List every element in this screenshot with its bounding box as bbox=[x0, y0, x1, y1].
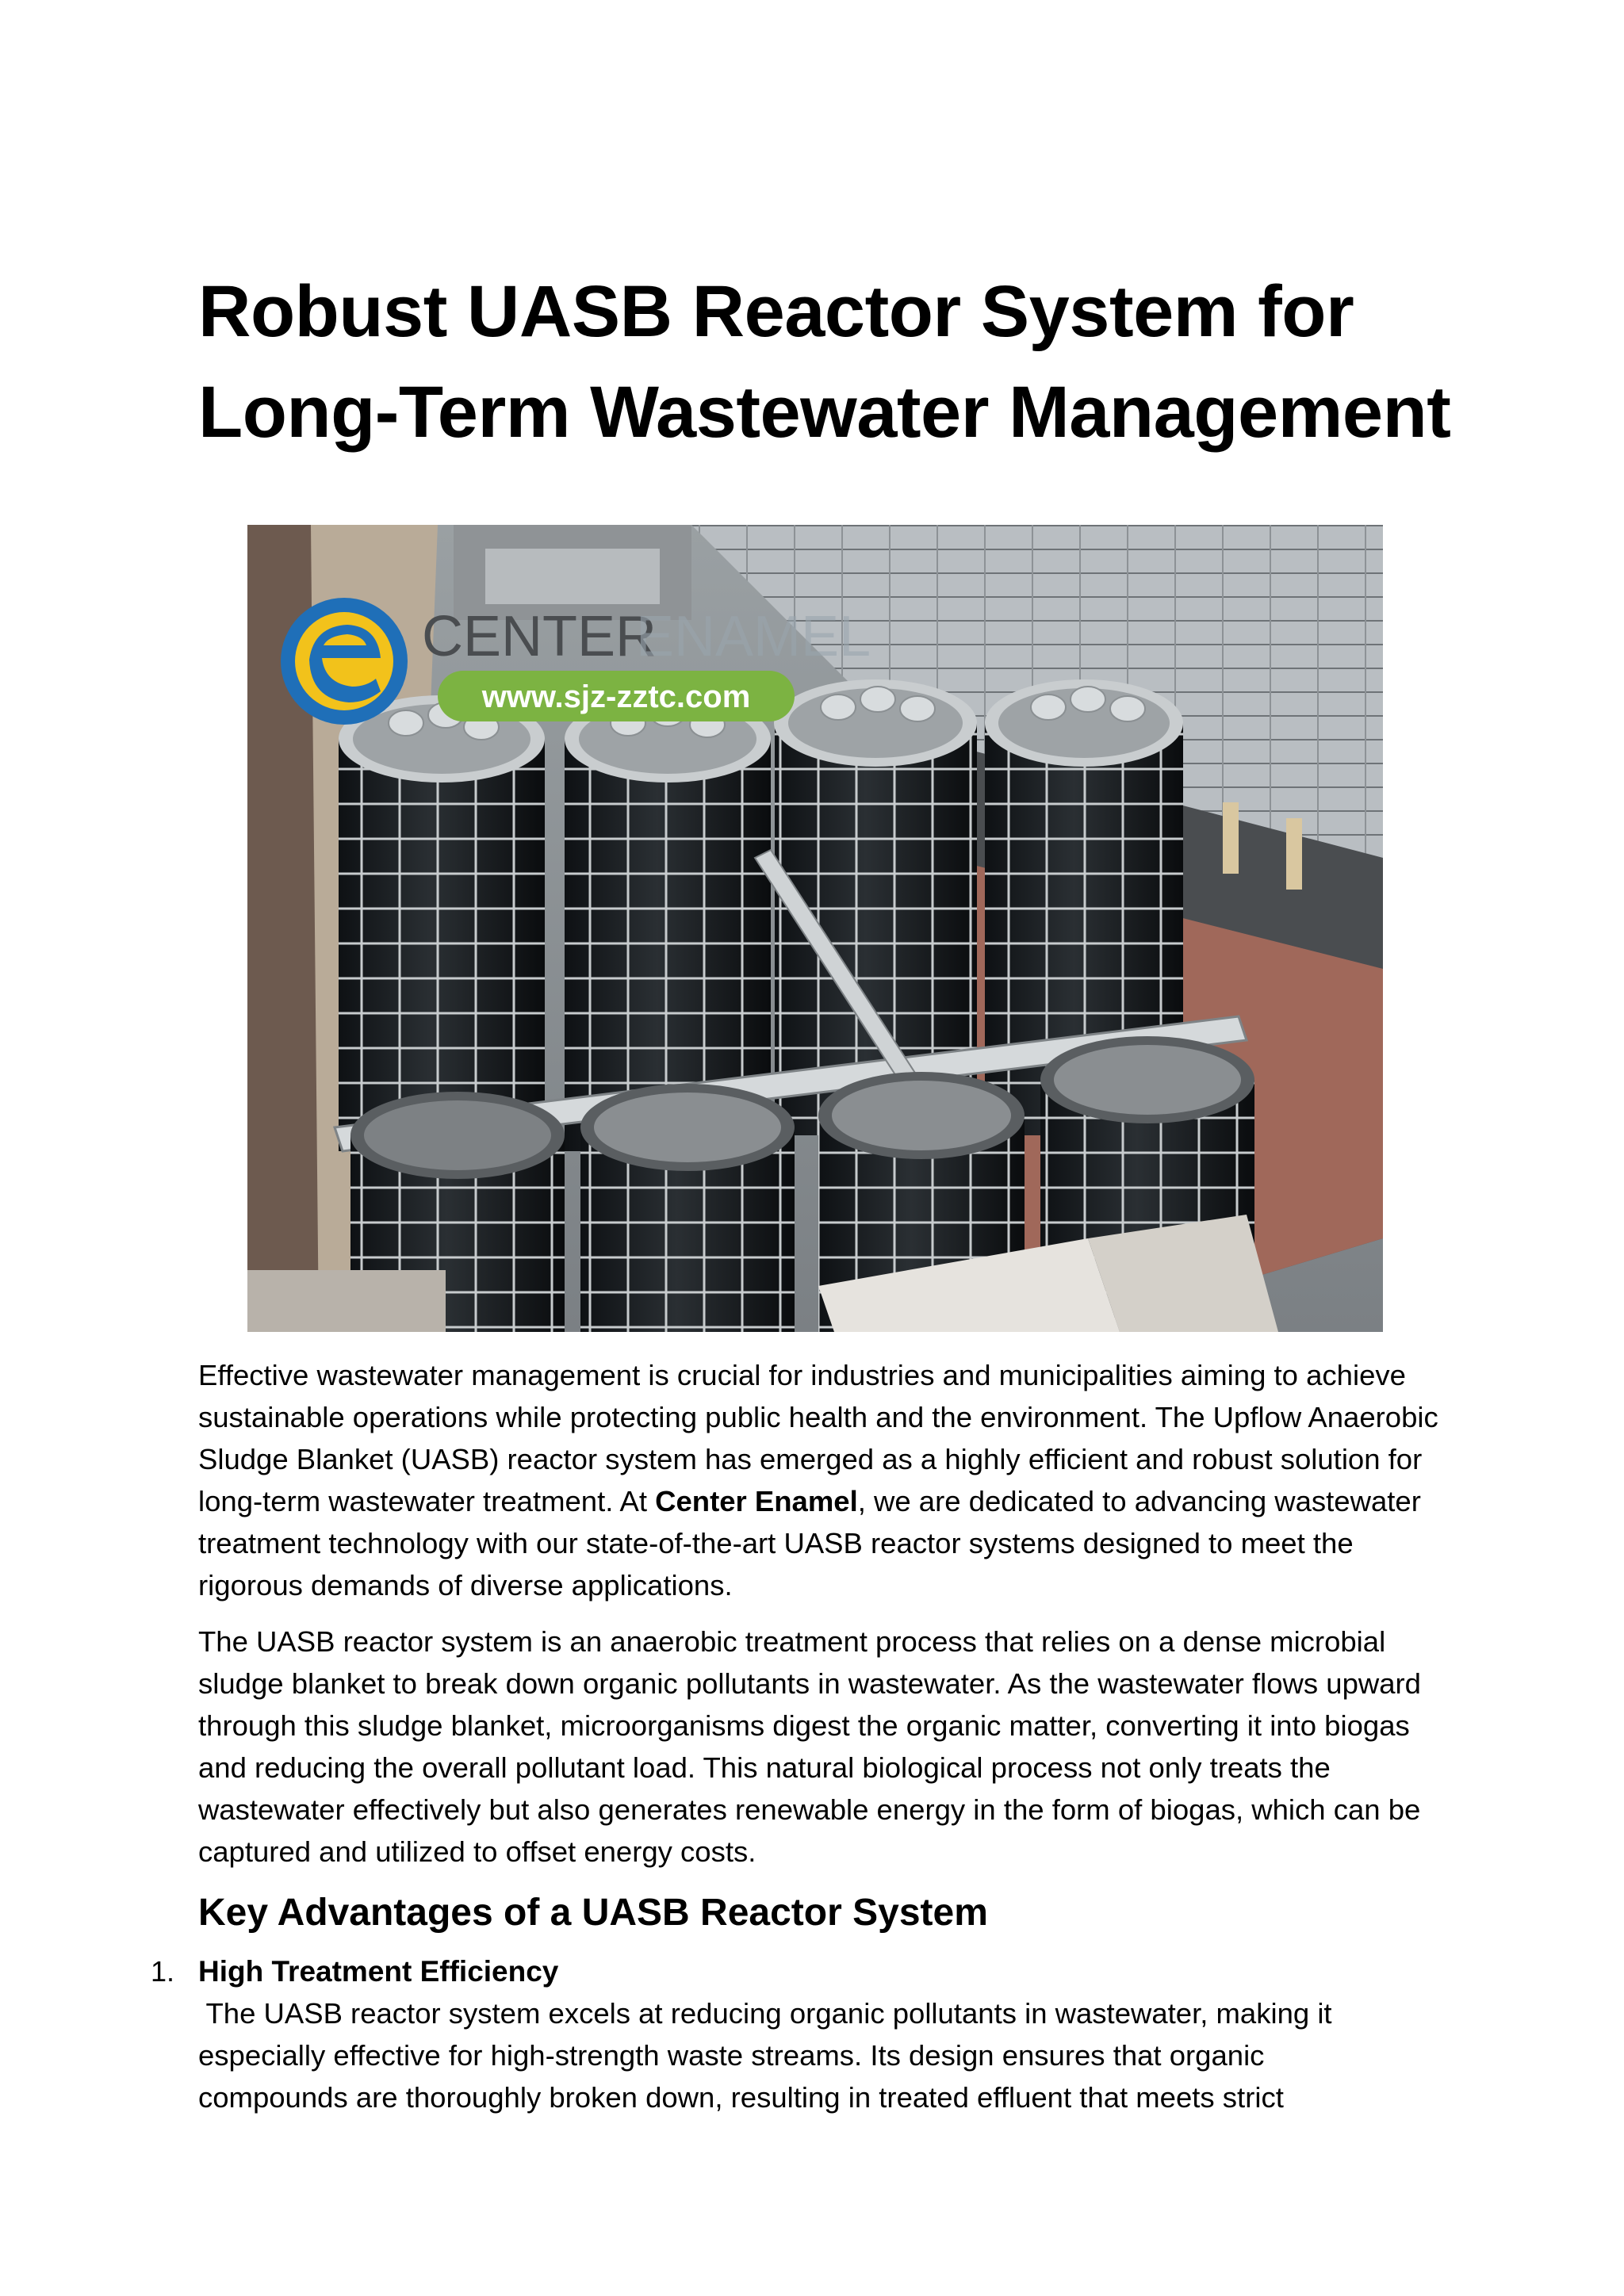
list-item-title: High Treatment Efficiency bbox=[198, 1955, 559, 1988]
document-title bbox=[198, 262, 1507, 463]
title-line-2: Long-Term Wastewater Management bbox=[198, 372, 1451, 453]
url-badge-text: www.sjz-zztc.com bbox=[481, 679, 751, 714]
intro-text-part1: Effective wastewater management is crucial for industries and municipalities aiming to achieve sustainable operations while protecting public health and the environment. The Upflow Anaerobic Sludge Blanket (UASB) reactor system has emerged as a highly efficient and robust solution for long-term wastewater treatment. At bbox=[198, 1359, 1438, 1517]
list-item-text-line-3: compounds are thoroughly broken down, resulting in treated effluent that meets strict bbox=[198, 2081, 1284, 2114]
company-name: Center Enamel bbox=[655, 1485, 858, 1517]
center-enamel-logo bbox=[281, 598, 871, 725]
section-heading: Key Advantages of a UASB Reactor System bbox=[198, 1892, 988, 1934]
process-paragraph: The UASB reactor system is an anaerobic treatment process that relies on a dense microbial sludge blanket to break down organic pollutants in wastewater. As the wastewater flows upward through this sludge blanket, microorganisms digest the organic matter, converting it into biogas and reducing the overall pollutant load. This natural biological process not only treats the wastewater effectively but also generates renewable energy in the form of biogas, which can be captured and utilized to offset energy costs. bbox=[198, 1625, 1421, 1868]
uasb-reactor-photo bbox=[247, 525, 1383, 1332]
logo-text-center: CENTER bbox=[422, 605, 657, 668]
intro-text-part2: , we are dedicated to advancing wastewater treatment technology with our state-of-the-art UASB reactor systems designed to meet the rigorous demands of diverse applications. bbox=[198, 1485, 1421, 1601]
title-line-1: Robust UASB Reactor System for bbox=[198, 271, 1354, 352]
list-item-number: 1. bbox=[151, 1955, 175, 1988]
list-item-text-line-1: The UASB reactor system excels at reducing organic pollutants in wastewater, making it bbox=[198, 1997, 1332, 2030]
logo-text-enamel: ENAMEL bbox=[636, 605, 871, 668]
list-item-text bbox=[198, 1992, 1443, 2118]
intro-paragraph bbox=[198, 1354, 1443, 1606]
list-item-text-line-2: especially effective for high-strength waste streams. Its design ensures that organic bbox=[198, 2039, 1265, 2072]
